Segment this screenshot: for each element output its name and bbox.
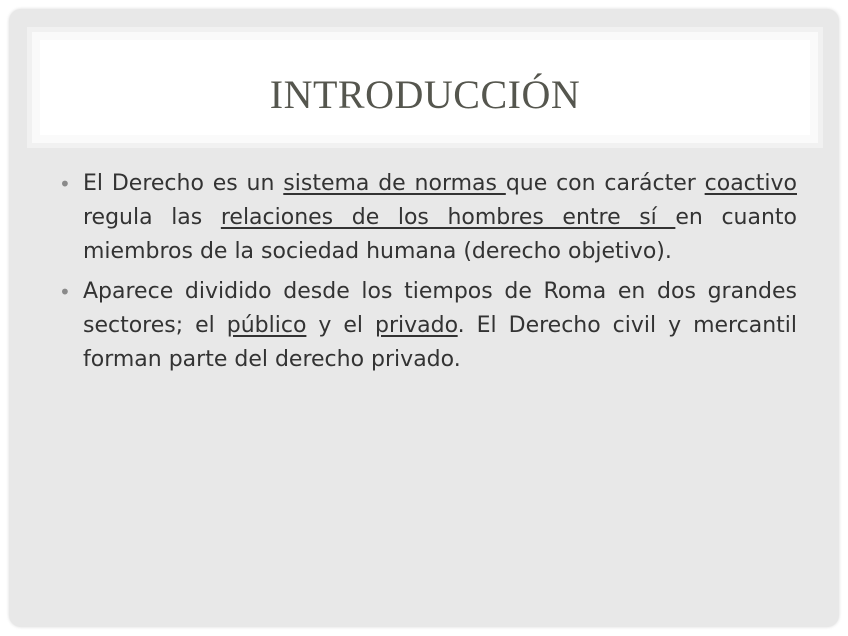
underlined-term: coactivo bbox=[704, 171, 797, 196]
bullet-text-segment: . El Derecho civil y mercantil forman parte del derecho privado. bbox=[83, 313, 797, 372]
title-box bbox=[40, 40, 810, 135]
bullet-text-segment: regula las bbox=[83, 205, 221, 230]
underlined-term: sistema de normas bbox=[283, 171, 506, 196]
bullet-text-segment: Aparece dividido desde los tiempos de Roma en dos grandes sectores; el bbox=[83, 279, 797, 338]
underlined-term: público bbox=[226, 313, 307, 338]
bullet-mark: • bbox=[59, 280, 71, 304]
bullet-list bbox=[59, 167, 797, 383]
slide bbox=[9, 9, 839, 627]
bullet-text-segment: que con carácter bbox=[505, 171, 705, 196]
title-frame bbox=[27, 27, 823, 148]
bullet-text-segment: y el bbox=[306, 313, 375, 338]
bullet-mark: • bbox=[59, 172, 71, 196]
bullet-item bbox=[59, 167, 797, 269]
bullet-item bbox=[59, 275, 797, 377]
underlined-term: privado bbox=[375, 313, 458, 338]
bullet-text-segment: en cuanto miembros de la sociedad humana (derecho objetivo). bbox=[83, 205, 797, 264]
slide-title: INTRODUCCIÓN bbox=[269, 72, 581, 117]
underlined-term: relaciones de los hombres entre sí bbox=[220, 205, 676, 230]
bullet-text-segment: El Derecho es un bbox=[83, 171, 284, 196]
